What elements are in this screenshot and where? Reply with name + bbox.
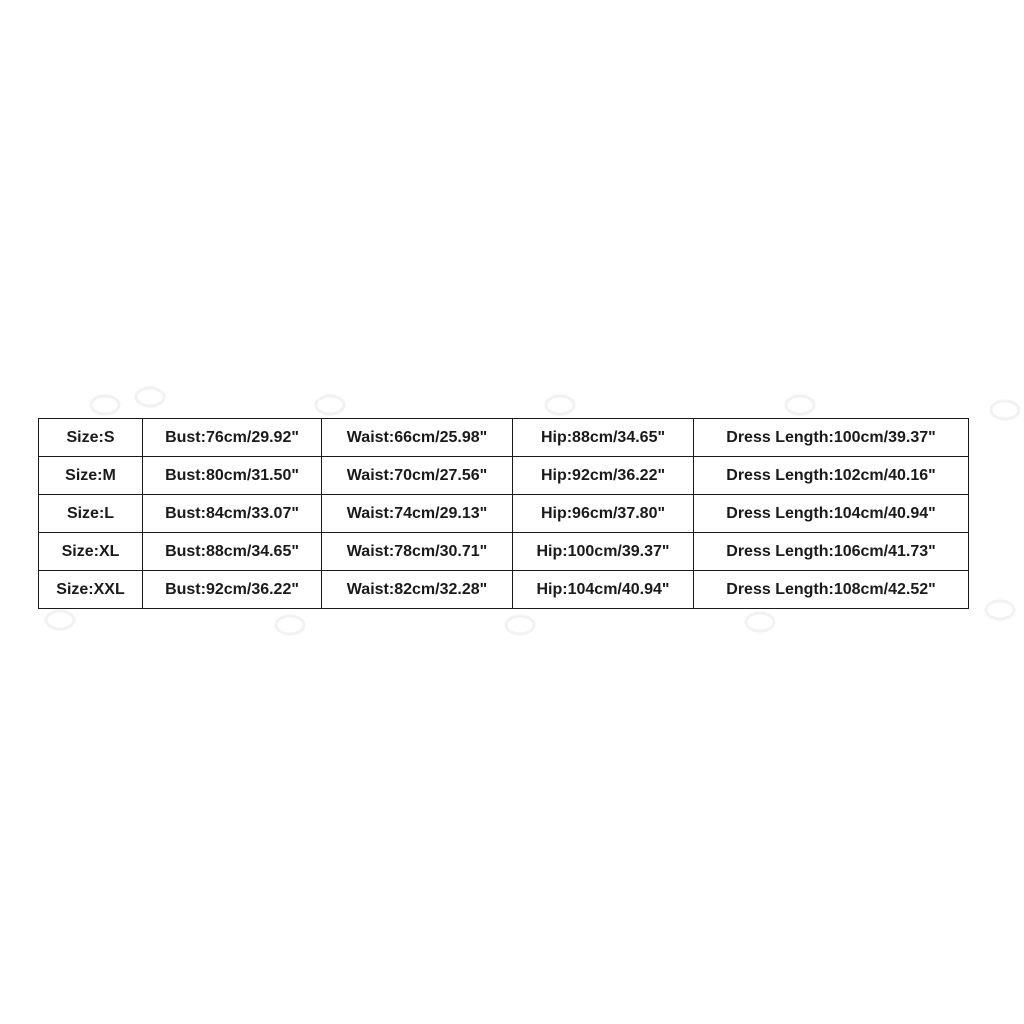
bust-cell: Bust:76cm/29.92" — [143, 419, 322, 457]
dress-length-cell: Dress Length:104cm/40.94" — [694, 495, 969, 533]
size-cell: Size:M — [39, 457, 143, 495]
dress-length-cell: Dress Length:108cm/42.52" — [694, 571, 969, 609]
waist-cell: Waist:78cm/30.71" — [322, 533, 513, 571]
hip-cell: Hip:88cm/34.65" — [513, 419, 694, 457]
size-row-m — [39, 457, 969, 495]
size-cell: Size:XL — [39, 533, 143, 571]
hip-cell: Hip:96cm/37.80" — [513, 495, 694, 533]
waist-cell: Waist:66cm/25.98" — [322, 419, 513, 457]
bust-cell: Bust:84cm/33.07" — [143, 495, 322, 533]
hip-cell: Hip:92cm/36.22" — [513, 457, 694, 495]
waist-cell: Waist:82cm/32.28" — [322, 571, 513, 609]
size-cell: Size:S — [39, 419, 143, 457]
size-row-xl — [39, 533, 969, 571]
size-row-xxl — [39, 571, 969, 609]
bust-cell: Bust:92cm/36.22" — [143, 571, 322, 609]
size-cell: Size:XXL — [39, 571, 143, 609]
bust-cell: Bust:80cm/31.50" — [143, 457, 322, 495]
size-row-s — [39, 419, 969, 457]
waist-cell: Waist:74cm/29.13" — [322, 495, 513, 533]
waist-cell: Waist:70cm/27.56" — [322, 457, 513, 495]
dress-length-cell: Dress Length:106cm/41.73" — [694, 533, 969, 571]
size-row-l — [39, 495, 969, 533]
dress-length-cell: Dress Length:100cm/39.37" — [694, 419, 969, 457]
hip-cell: Hip:100cm/39.37" — [513, 533, 694, 571]
dress-length-cell: Dress Length:102cm/40.16" — [694, 457, 969, 495]
bust-cell: Bust:88cm/34.65" — [143, 533, 322, 571]
size-cell: Size:L — [39, 495, 143, 533]
size-chart-table — [38, 418, 969, 609]
hip-cell: Hip:104cm/40.94" — [513, 571, 694, 609]
